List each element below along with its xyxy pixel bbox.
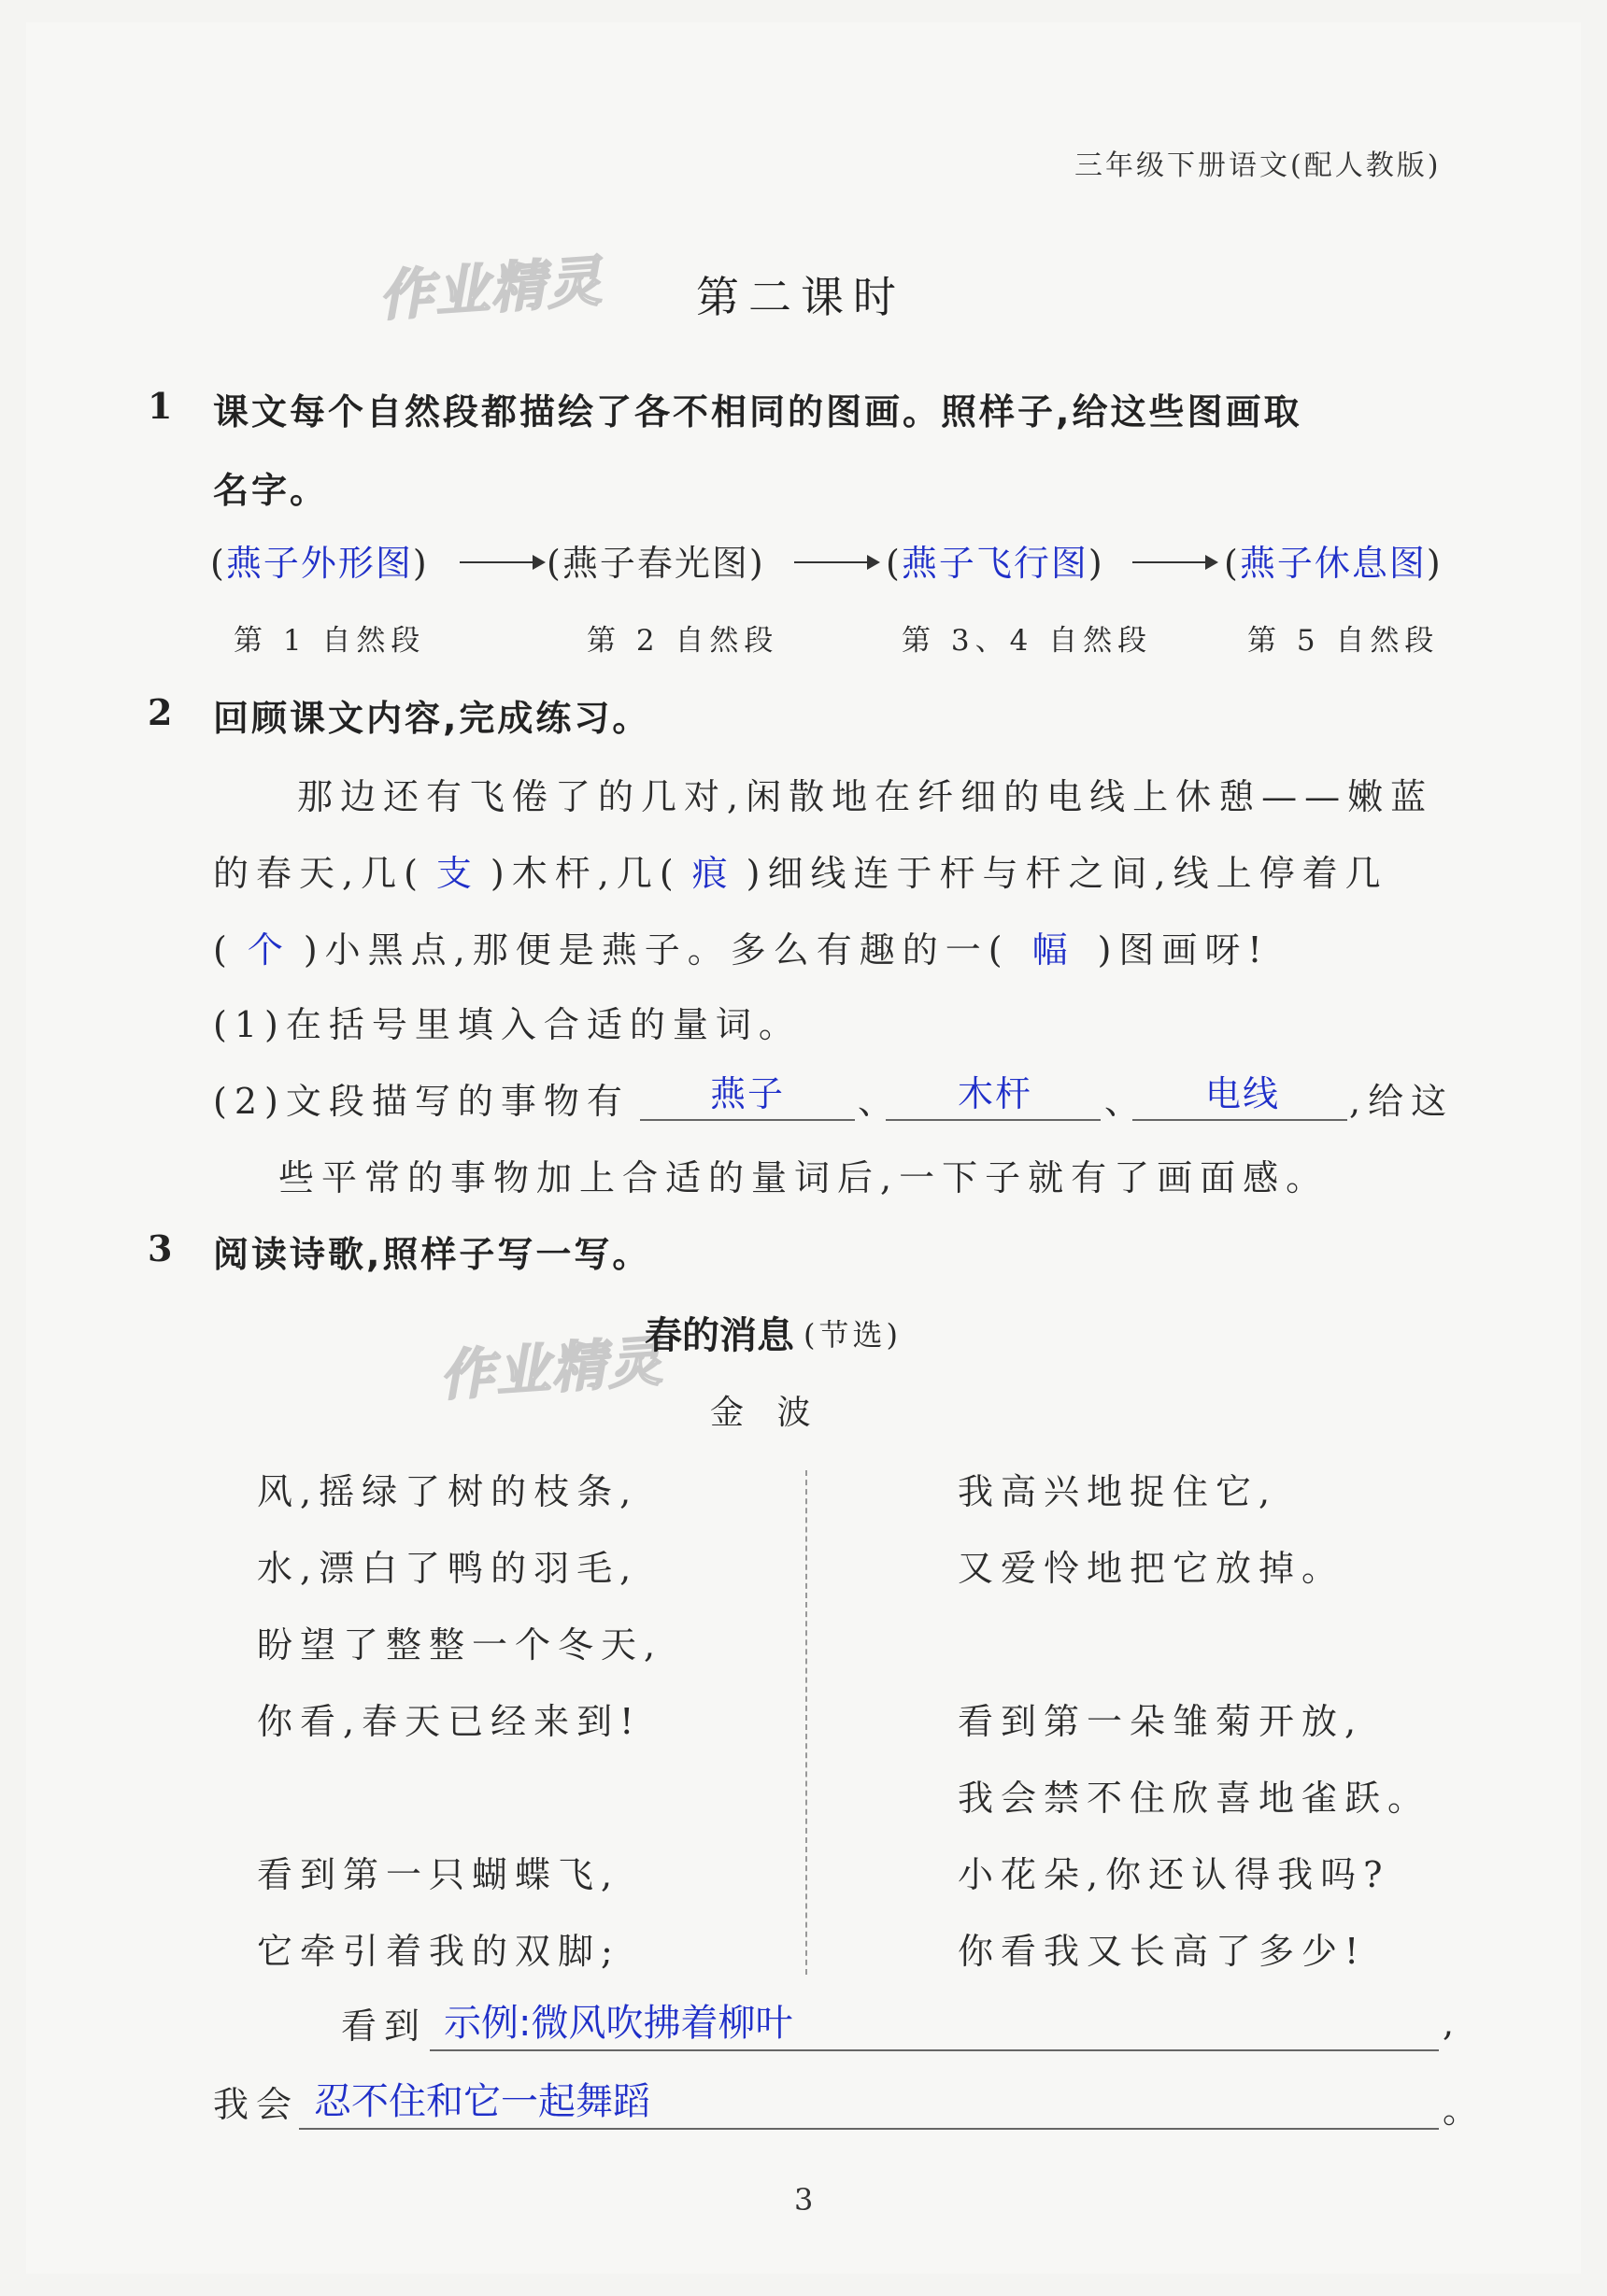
q1-item-3-name: 燕子飞行图: [901, 543, 1088, 584]
poem-right-line: 我会禁不住欣喜地雀跃。: [958, 1778, 1431, 1819]
arrow-icon: [460, 561, 542, 563]
q2-sub2-prefix: (2)文段描写的事物有: [213, 1081, 630, 1122]
poem-left-line: 风,摇绿了树的枝条,: [257, 1471, 639, 1512]
q1-para-1: 第 1 自然段: [234, 624, 426, 658]
poem-right-line: 我高兴地捉住它,: [958, 1471, 1278, 1512]
passage-text: )图画呀!: [1097, 929, 1270, 971]
passage-text: )小黑点,那便是燕子。多么有趣的一(: [303, 929, 1010, 971]
passage-text: (: [213, 929, 235, 971]
poem-left-line: 看到第一只蝴蝶飞,: [257, 1854, 620, 1895]
write-line1-end: ,: [1443, 2003, 1462, 2044]
q3-number: 3: [148, 1227, 173, 1269]
poem-left-line: 盼望了整整一个冬天,: [257, 1624, 663, 1665]
poem-left-line: 你看,春天已经来到!: [257, 1701, 642, 1742]
write-line1-answer: 示例:微风吹拂着柳叶: [444, 2002, 793, 2045]
poem-left-line: 它牵引着我的双脚;: [257, 1931, 620, 1972]
q2-answer-4: 幅: [1031, 929, 1075, 971]
q1-item-4: (燕子休息图): [1224, 543, 1443, 584]
q2-text: 回顾课文内容,完成练习。: [213, 698, 651, 739]
q2-passage-line1: 那边还有飞倦了的几对,闲散地在纤细的电线上休憩——嫩蓝: [297, 776, 1434, 817]
poem-divider: [805, 1470, 807, 1975]
q1-text-line1: 课文每个自然段都描绘了各不相同的图画。照样子,给这些图画取: [213, 391, 1302, 432]
q2-number: 2: [148, 691, 173, 733]
blank-line: [640, 1119, 855, 1121]
q1-item-1: (燕子外形图): [210, 543, 429, 584]
q2-passage-line3: [213, 921, 1270, 972]
q3-text: 阅读诗歌,照样子写一写。: [213, 1234, 651, 1275]
q1-para-4: 第 5 自然段: [1247, 624, 1440, 658]
q2-answer-3: 个: [247, 929, 291, 971]
poem-left-line: 水,漂白了鸭的羽毛,: [257, 1548, 639, 1589]
passage-text: )细线连于杆与杆之间,线上停着几: [746, 853, 1388, 894]
page-number: 3: [794, 2182, 814, 2218]
q1-item-2: (燕子春光图): [547, 543, 765, 584]
poem-note: (节选): [804, 1317, 902, 1353]
poem-right-line: 你看我又长高了多少!: [958, 1931, 1367, 1972]
q1-item-2-name: 燕子春光图: [562, 543, 749, 584]
passage-text: 的春天,几(: [213, 853, 425, 894]
poem-right-line: 看到第一朵雏菊开放,: [958, 1701, 1364, 1742]
watermark-middle: 作业精灵: [437, 1328, 666, 1409]
section-title: 第二课时: [696, 272, 905, 322]
q2-blank-3: 电线: [1205, 1073, 1281, 1114]
q2-sub2-line2: 些平常的事物加上合适的量词后,一下子就有了画面感。: [278, 1157, 1330, 1198]
q2-answer-1: 支: [435, 853, 479, 894]
page-header: 三年级下册语文(配人教版): [1074, 149, 1442, 182]
q1-para-2: 第 2 自然段: [587, 624, 779, 658]
passage-text: )木杆,几(: [490, 853, 681, 894]
write-line2-end: 。: [1443, 2090, 1486, 2131]
q2-sub2-suffix: ,给这: [1349, 1081, 1455, 1122]
poem-author: 金 波: [710, 1394, 822, 1432]
q1-para-3: 第 3、4 自然段: [902, 624, 1153, 658]
poem-title: 春的消息: [645, 1314, 794, 1357]
write-line: [430, 2049, 1439, 2051]
blank-line: [886, 1119, 1101, 1121]
watermark-top: 作业精灵: [377, 248, 605, 329]
q2-answer-2: 痕: [691, 853, 735, 894]
q1-text-line2: 名字。: [213, 470, 329, 511]
write-line2-answer: 忍不住和它一起舞蹈: [314, 2080, 650, 2123]
q2-blank-2: 木杆: [958, 1073, 1033, 1114]
q1-number: 1: [148, 385, 173, 427]
arrow-icon: [794, 561, 876, 563]
poem-right-line: 又爱怜地把它放掉。: [958, 1548, 1345, 1589]
write-line1-prefix: 看到: [341, 2005, 428, 2047]
separator: 、: [1104, 1081, 1148, 1122]
arrow-icon: [1132, 561, 1215, 563]
write-line: [299, 2128, 1439, 2130]
write-line2-prefix: 我会: [213, 2084, 300, 2125]
q2-passage-line2: [213, 844, 1388, 896]
q1-item-1-name: 燕子外形图: [225, 543, 413, 584]
blank-line: [1132, 1119, 1347, 1121]
q2-blank-1: 燕子: [710, 1073, 786, 1114]
poem-right-line: 小花朵,你还认得我吗?: [958, 1854, 1390, 1895]
q1-item-4-name: 燕子休息图: [1239, 543, 1427, 584]
separator: 、: [858, 1081, 902, 1122]
q1-item-3: (燕子飞行图): [886, 543, 1104, 584]
q2-sub1: (1)在括号里填入合适的量词。: [213, 1004, 802, 1045]
